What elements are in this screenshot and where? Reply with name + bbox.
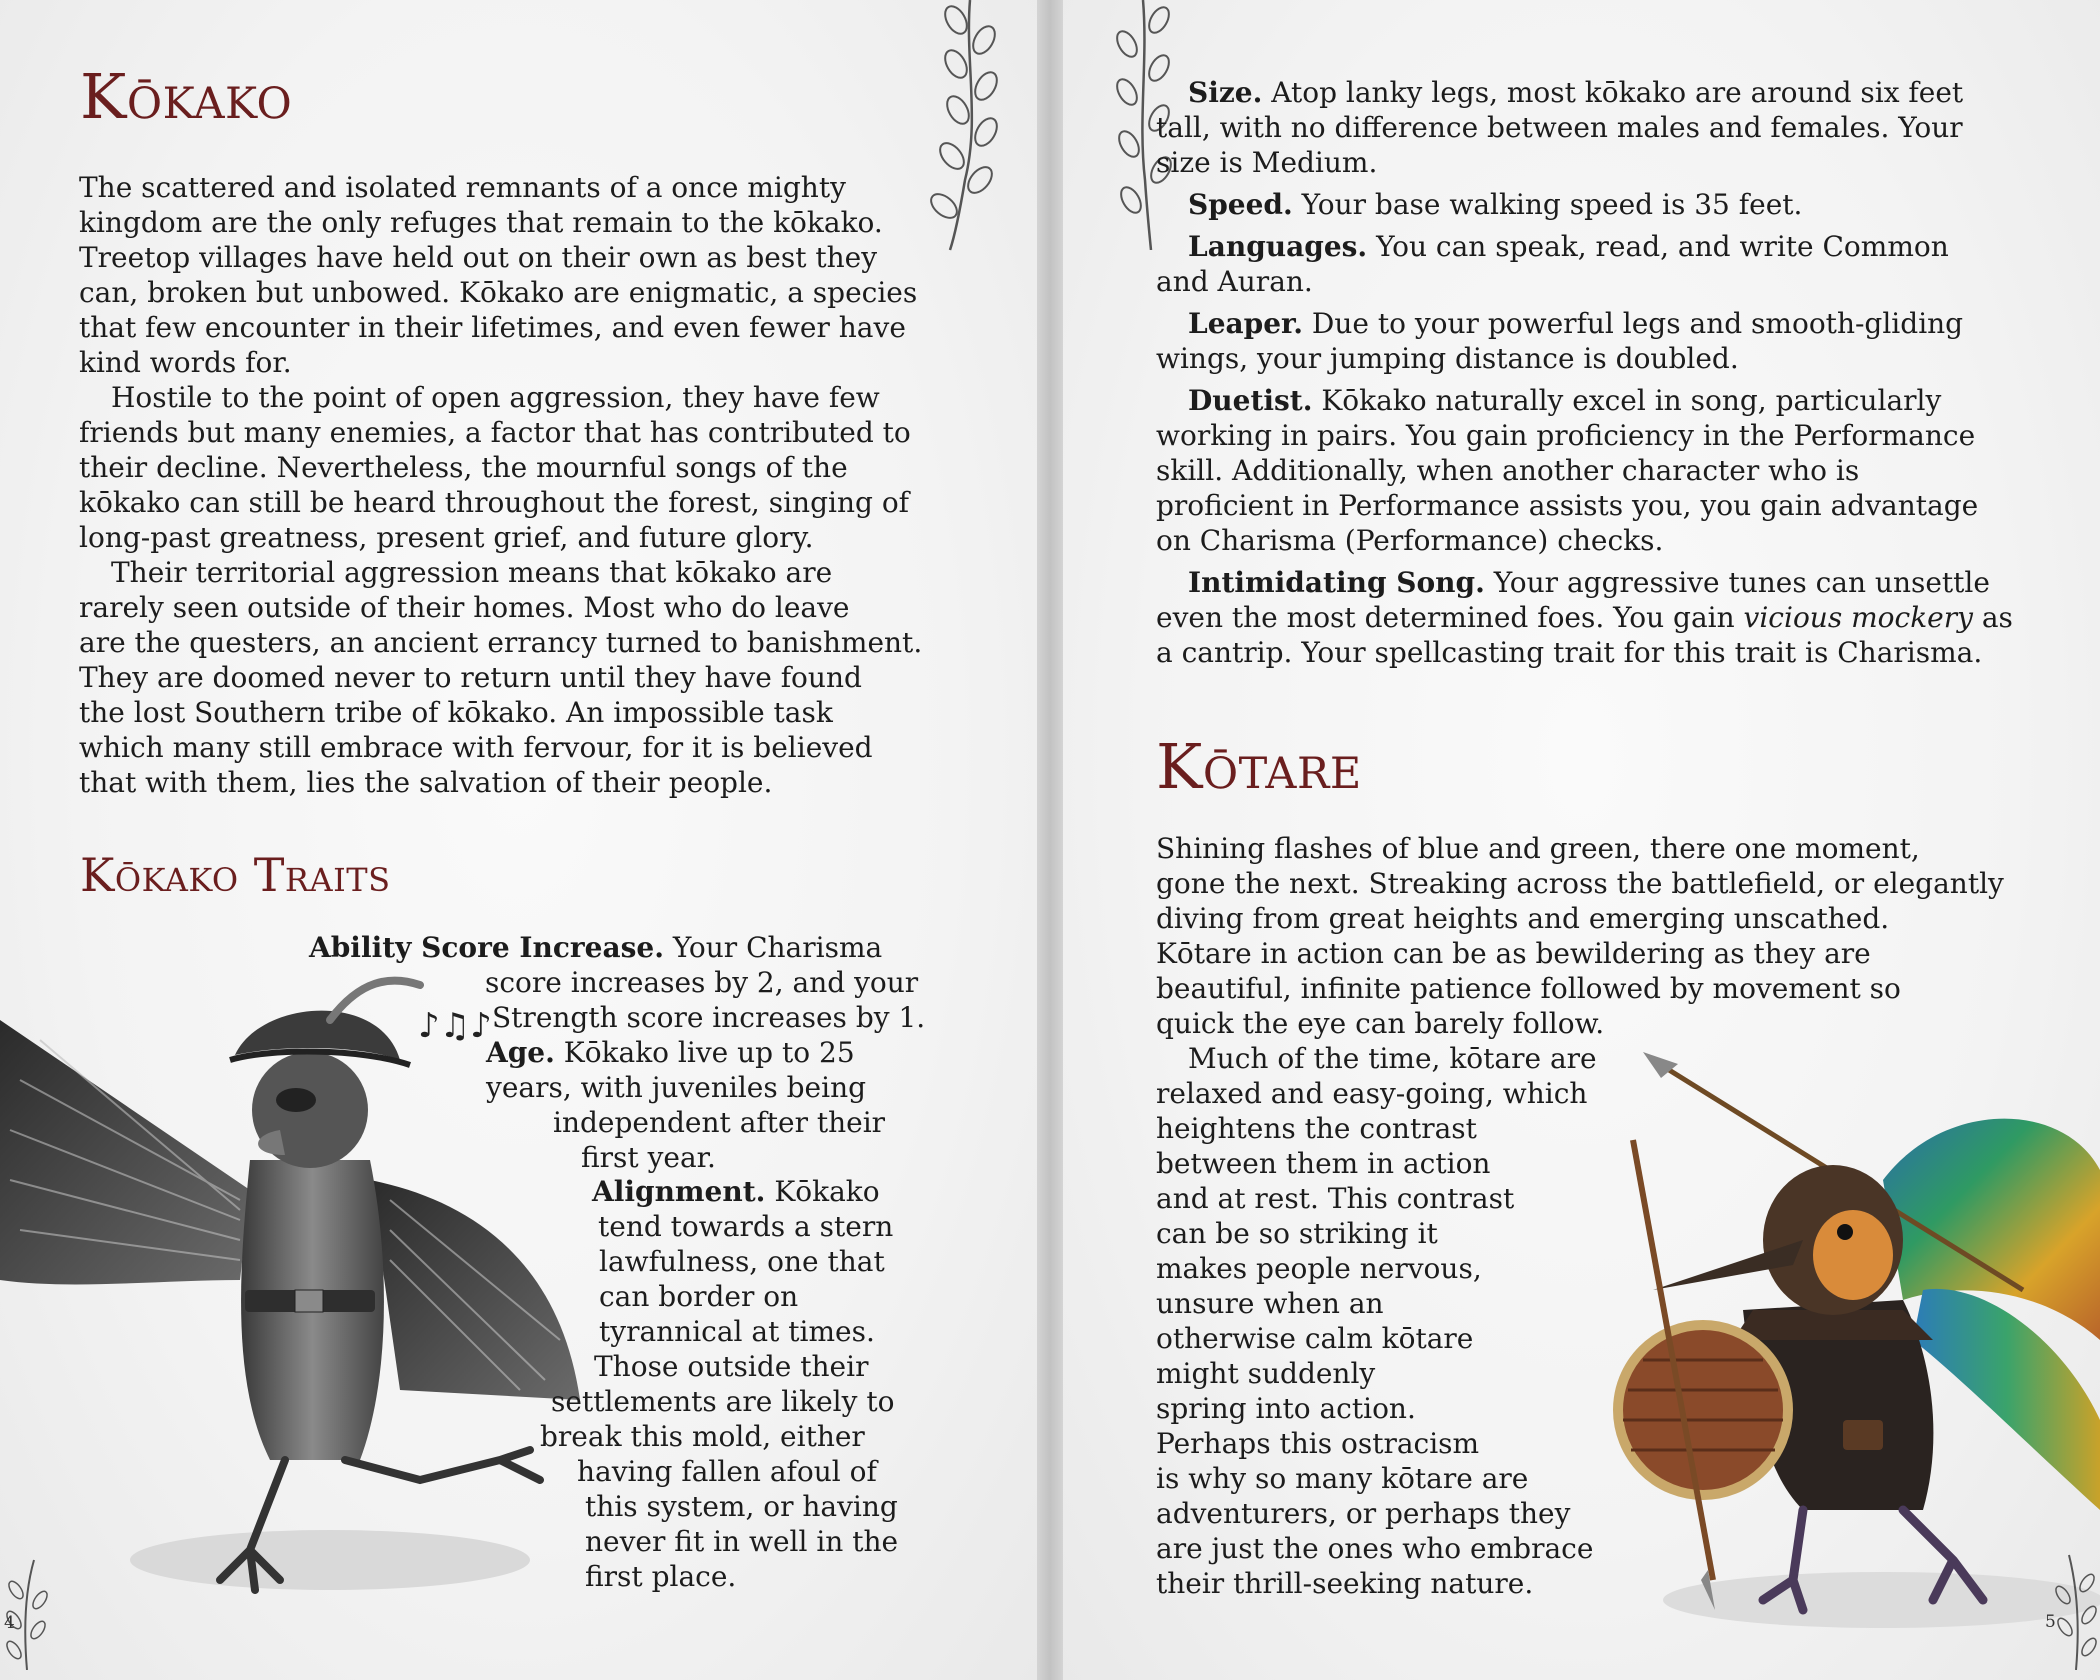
trait-text: Your base walking speed is 35 feet. — [1292, 188, 1803, 221]
spell-name: vicious mockery — [1743, 601, 1973, 634]
text-line: their decline. Nevertheless, the mournful songs of the — [79, 451, 848, 484]
trait-term: Alignment. — [592, 1175, 766, 1208]
text-line: might suddenly — [1156, 1357, 1376, 1390]
text-line: first place. — [585, 1560, 737, 1593]
text-line: skill. Additionally, when another character who is — [1156, 454, 1860, 487]
text-line: having fallen afoul of — [577, 1455, 877, 1488]
text-line: spring into action. — [1156, 1392, 1416, 1425]
text-line: that with them, lies the salvation of their people. — [79, 766, 773, 799]
text-line: heightens the contrast — [1156, 1112, 1477, 1145]
text-line: tyrannical at times. — [599, 1315, 875, 1348]
trait-term: Speed. — [1188, 188, 1293, 221]
text-line: this system, or having — [585, 1490, 898, 1523]
page-title: Kōkako — [80, 60, 293, 133]
text-line: years, with juveniles being — [486, 1071, 867, 1104]
text-line: the lost Southern tribe of kōkako. An impossible task — [79, 696, 833, 729]
text-line: diving from great heights and emerging unscathed. — [1156, 902, 1890, 935]
text-line: Their territorial aggression means that kōkako are — [111, 556, 833, 589]
trait-term: Age. — [486, 1036, 555, 1069]
trait-text: Your aggressive tunes can unsettle — [1484, 566, 1990, 599]
text-line: and at rest. This contrast — [1156, 1182, 1515, 1215]
text-line: which many still embrace with fervour, for it is believed — [79, 731, 873, 764]
trait-text: Your Charisma — [663, 931, 883, 964]
text-line: Kōtare in action can be as bewildering as they are — [1156, 937, 1871, 970]
text-line: kōkako can still be heard throughout the forest, singing of — [79, 486, 910, 519]
text-line: wings, your jumping distance is doubled. — [1156, 342, 1739, 375]
text-line: score increases by 2, and your — [485, 966, 919, 999]
text-line: rarely seen outside of their homes. Most who do leave — [79, 591, 850, 624]
text-line: can, broken but unbowed. Kōkako are enigmatic, a species — [79, 276, 918, 309]
page-number: 5 — [2045, 1612, 2056, 1632]
text-line: friends but many enemies, a factor that has contributed to — [79, 416, 911, 449]
text-line: working in pairs. You gain proficiency in the Performance — [1156, 419, 1976, 452]
page-number: 4 — [4, 1613, 15, 1633]
text-line: tend towards a stern — [598, 1210, 894, 1243]
text-line: can border on — [599, 1280, 799, 1313]
trait-age — [486, 1035, 885, 1175]
text-line: relaxed and easy-going, which — [1156, 1077, 1588, 1110]
trait-text: Kōkako live up to 25 — [554, 1036, 855, 1069]
trait-text: Kōkako naturally excel in song, particularly — [1312, 384, 1942, 417]
trait-text: even the most determined foes. You gain — [1156, 601, 1744, 634]
trait-term: Languages. — [1188, 230, 1368, 263]
text-line: that few encounter in their lifetimes, and even fewer have — [79, 311, 906, 344]
text-line: beautiful, infinite patience followed by movement so — [1156, 972, 1901, 1005]
trait-term: Leaper. — [1188, 307, 1303, 340]
trait-alignment — [540, 1174, 898, 1594]
trait-text: Kōkako — [765, 1175, 880, 1208]
text-line: a cantrip. Your spellcasting trait for this trait is Charisma. — [1156, 636, 1983, 669]
text-line: size is Medium. — [1156, 146, 1378, 179]
text-line: is why so many kōtare are — [1156, 1462, 1529, 1495]
text-line: kingdom are the only refuges that remain to the kōkako. — [79, 206, 883, 239]
text-line: Hostile to the point of open aggression, they have few — [111, 381, 880, 414]
intro-paragraph — [79, 170, 922, 800]
text-line: Perhaps this ostracism — [1156, 1427, 1480, 1460]
trait-term: Intimidating Song. — [1188, 566, 1485, 599]
section-title: Kōtare — [1156, 730, 1362, 803]
text-line: between them in action — [1156, 1147, 1491, 1180]
text-line: their thrill-seeking nature. — [1156, 1567, 1534, 1600]
trait-term: Duetist. — [1188, 384, 1313, 417]
text-line: unsure when an — [1156, 1287, 1384, 1320]
text-line: lawfulness, one that — [599, 1245, 885, 1278]
text-line: independent after their — [553, 1106, 886, 1139]
text-line: quick the eye can barely follow. — [1156, 1007, 1605, 1040]
trait-ability-score — [309, 930, 925, 1035]
text-line: The scattered and isolated remnants of a once mighty — [79, 171, 846, 204]
text-line: never fit in well in the — [585, 1525, 899, 1558]
text-line: are the questers, an ancient errancy turned to banishment. — [79, 626, 923, 659]
vine-icon — [920, 0, 1020, 260]
text-line: tall, with no difference between males and females. Your — [1156, 111, 1963, 144]
text-line: gone the next. Streaking across the battlefield, or elegantly — [1156, 867, 2004, 900]
trait-text: as — [1972, 601, 2013, 634]
text-line: They are doomed never to return until they have found — [79, 661, 862, 694]
text-line: are just the ones who embrace — [1156, 1532, 1594, 1565]
book-spine — [1037, 0, 1063, 1680]
kotare-intro — [1156, 831, 2004, 1601]
trait-text: You can speak, read, and write Common — [1367, 230, 1949, 263]
traits-continued — [1156, 75, 2013, 670]
text-line: otherwise calm kōtare — [1156, 1322, 1474, 1355]
text-line: settlements are likely to — [551, 1385, 895, 1418]
text-line: and Auran. — [1156, 265, 1313, 298]
traits-heading: Kōkako Traits — [80, 848, 391, 902]
text-line: first year. — [581, 1141, 716, 1174]
trait-text: Atop lanky legs, most kōkako are around six feet — [1262, 76, 1964, 109]
text-line: makes people nervous, — [1156, 1252, 1482, 1285]
trait-text: Due to your powerful legs and smooth-gliding — [1302, 307, 1964, 340]
text-line: Much of the time, kōtare are — [1188, 1042, 1597, 1075]
right-page — [1063, 0, 2100, 1680]
text-line: Shining flashes of blue and green, there one moment, — [1156, 832, 1920, 865]
left-page — [0, 0, 1037, 1680]
text-line: on Charisma (Performance) checks. — [1156, 524, 1664, 557]
text-line: kind words for. — [79, 346, 292, 379]
text-line: can be so striking it — [1156, 1217, 1438, 1250]
text-line: break this mold, either — [540, 1420, 865, 1453]
music-notes-icon: ♪♫♪ — [418, 1006, 492, 1046]
laurel-icon — [2051, 1545, 2100, 1670]
text-line: proficient in Performance assists you, you gain advantage — [1156, 489, 1979, 522]
text-line: adventurers, or perhaps they — [1156, 1497, 1571, 1530]
text-line: Those outside their — [594, 1350, 869, 1383]
trait-term: Size. — [1188, 76, 1263, 109]
trait-term: Ability Score Increase. — [309, 931, 664, 964]
text-line: Treetop villages have held out on their own as best they — [79, 241, 878, 274]
text-line: long-past greatness, present grief, and future glory. — [79, 521, 814, 554]
text-line: Strength score increases by 1. — [492, 1001, 926, 1034]
